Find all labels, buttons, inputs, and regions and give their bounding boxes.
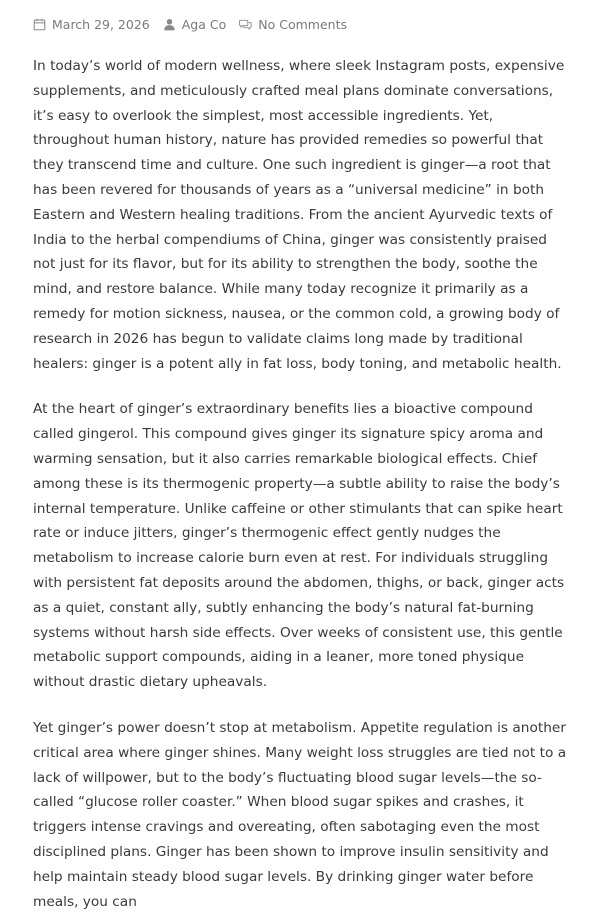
paragraph: In today’s world of modern wellness, where sleek Instagram posts, expensive supplements, and meticulously crafted meal plans dominate conversations, it’s easy to overlook the simplest, most accessible ingredients. Yet, throughout human history, nature has provided remedies so powerful that they transcend time and culture. One such ingredient is ginger—a root that has been revered for thousands of years as a “universal medicine” in both Eastern and Western healing traditions. From the ancient Ayurvedic texts of India to the herbal compendiums of China, ginger was consistently praised not just for its flavor, but for its ability to strengthen the body, soothe the mind, and restore balance. While many today recognize it primarily as a remedy for motion sickness, nausea, or the common cold, a growing body of research in 2026 has begun to validate claims long made by traditional healers: ginger is a potent ally in fat loss, body toning, and metabolic health. [33, 58, 565, 372]
comments-icon [239, 18, 252, 31]
post-author-link[interactable]: Aga Co [181, 16, 227, 32]
post-date [33, 17, 150, 32]
blog-post [0, 14, 602, 910]
calendar-icon [33, 18, 46, 31]
paragraph: At the heart of ginger’s extraordinary benefits lies a bioactive compound called gingerol. This compound gives ginger its signature spicy aroma and warming sensation, but it also carries remarkable biological effects. Chief among these is its thermogenic property—a subtle ability to raise the body’s internal temperature. Unlike caffeine or other stimulants that can spike heart rate or induce jitters, ginger’s thermogenic effect gently nudges the metabolism to increase calorie burn even at rest. For individuals struggling with persistent fat deposits around the abdomen, thighs, or back, ginger acts as a quiet, constant ally, subtly enhancing the body’s natural fat-burning systems without harsh side effects. Over weeks of consistent use, this gentle metabolic support compounds, aiding in a leaner, more toned physique without drastic dietary upheavals. [33, 401, 565, 691]
post-meta [33, 14, 572, 34]
user-icon [163, 18, 176, 31]
post-date-text[interactable]: March 29, 2026 [52, 16, 150, 32]
post-content [33, 54, 572, 914]
post-author [163, 17, 227, 32]
paragraph: Yet ginger’s power doesn’t stop at metabolism. Appetite regulation is another critical area where ginger shines. Many weight loss struggles are tied not to a lack of willpower, but to the body’s fluctuating blood sugar levels—the so-called “glucose roller coaster.” When blood sugar spikes and crashes, it triggers intense cravings and overeating, often sabotaging even the most disciplined plans. Ginger has been shown to improve insulin sensitivity and help maintain steady blood sugar levels. By drinking ginger water before meals, you can [33, 719, 567, 910]
post-comments [239, 17, 347, 32]
post-comments-link[interactable]: No Comments [258, 16, 347, 32]
